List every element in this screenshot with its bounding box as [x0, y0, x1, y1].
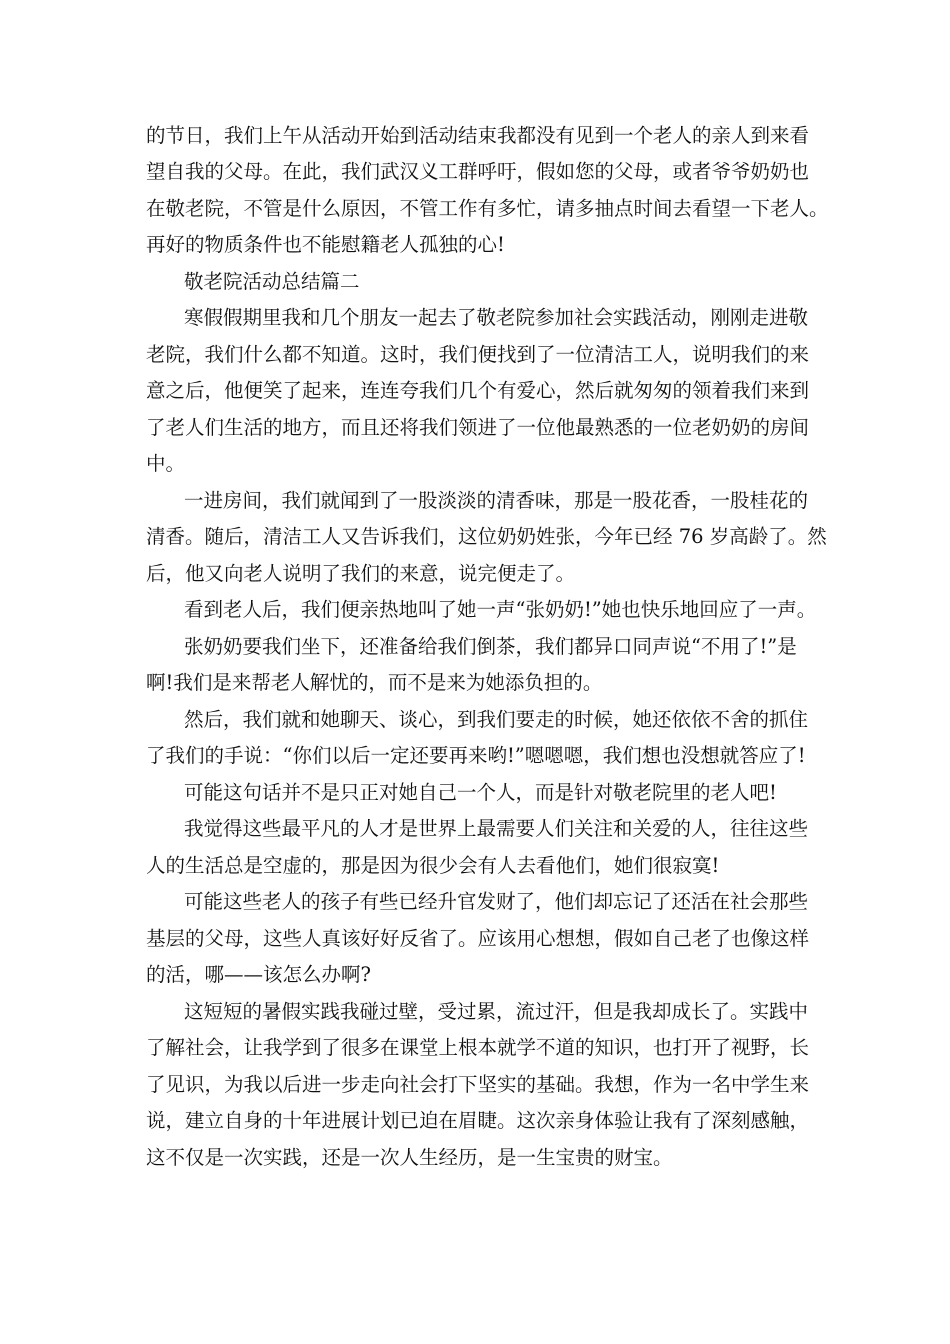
- text-line: 基层的父母，这些人真该好好反省了。应该用心想想，假如自己老了也像这样: [146, 927, 810, 950]
- text-line: 啊!我们是来帮老人解忧的，而不是来为她添负担的。: [146, 671, 603, 694]
- text-line: 的活，哪——该怎么办啊?: [146, 963, 371, 986]
- text-line: 意之后，他便笑了起来，连连夸我们几个有爱心，然后就匆匆的领着我们来到: [146, 379, 810, 402]
- section-heading: 敬老院活动总结篇二: [184, 270, 360, 293]
- text-line: 张奶奶要我们坐下，还准备给我们倒茶，我们都异口同声说“不用了!”是: [184, 635, 797, 658]
- text-line: 这短短的暑假实践我碰过壁，受过累，流过汗，但是我却成长了。实践中: [184, 1000, 809, 1023]
- text-line: 人的生活总是空虚的，那是因为很少会有人去看他们，她们很寂寞!: [146, 854, 720, 877]
- text-line: 在敬老院，不管是什么原因，不管工作有多忙，请多抽点时间去看望一下老人。: [146, 197, 829, 220]
- text-line: 中。: [146, 452, 186, 475]
- text-line: 望自我的父母。在此，我们武汉义工群呼吁，假如您的父母，或者爷爷奶奶也: [146, 160, 810, 183]
- text-line: 看到老人后，我们便亲热地叫了她一声“张奶奶!”她也快乐地回应了一声。: [184, 598, 817, 621]
- text-line: 这不仅是一次实践，还是一次人生经历，是一生宝贵的财宝。: [146, 1146, 673, 1169]
- text-line: 老院，我们什么都不知道。这时，我们便找到了一位清洁工人，说明我们的来: [146, 343, 810, 366]
- text-line: 寒假假期里我和几个朋友一起去了敬老院参加社会实践活动，刚刚走进敬: [184, 306, 809, 329]
- text-line: 说，建立自身的十年进展计划已迫在眉睫。这次亲身体验让我有了深刻感触，: [146, 1109, 810, 1132]
- text-line: 后，他又向老人说明了我们的来意，说完便走了。: [146, 562, 576, 585]
- text-line: 然后，我们就和她聊天、谈心，到我们要走的时候，她还依依不舍的抓住: [184, 708, 809, 731]
- text-line: 再好的物质条件也不能慰籍老人孤独的心!: [146, 233, 505, 256]
- text-line: 我觉得这些最平凡的人才是世界上最需要人们关注和关爱的人，往往这些: [184, 817, 809, 840]
- text-line: 了老人们生活的地方，而且还将我们领进了一位他最熟悉的一位老奶奶的房间: [146, 416, 810, 439]
- text-line: 可能这些老人的孩子有些已经升官发财了，他们却忘记了还活在社会那些: [184, 890, 809, 913]
- text-line: 了见识，为我以后进一步走向社会打下坚实的基础。我想，作为一名中学生来: [146, 1073, 810, 1096]
- text-line: 可能这句话并不是只正对她自己一个人，而是针对敬老院里的老人吧!: [184, 781, 777, 804]
- text-line: 的节日，我们上午从活动开始到活动结束我都没有见到一个老人的亲人到来看: [146, 124, 810, 147]
- text-line: 清香。随后，清洁工人又告诉我们，这位奶奶姓张，今年已经 76 岁高龄了。然: [146, 525, 827, 548]
- text-line: 了解社会，让我学到了很多在课堂上根本就学不道的知识，也打开了视野，长: [146, 1036, 810, 1059]
- text-line: 了我们的手说：“你们以后一定还要再来哟!”嗯嗯嗯，我们想也没想就答应了!: [146, 744, 806, 767]
- text-line: 一进房间，我们就闻到了一股淡淡的清香味，那是一股花香，一股桂花的: [184, 489, 809, 512]
